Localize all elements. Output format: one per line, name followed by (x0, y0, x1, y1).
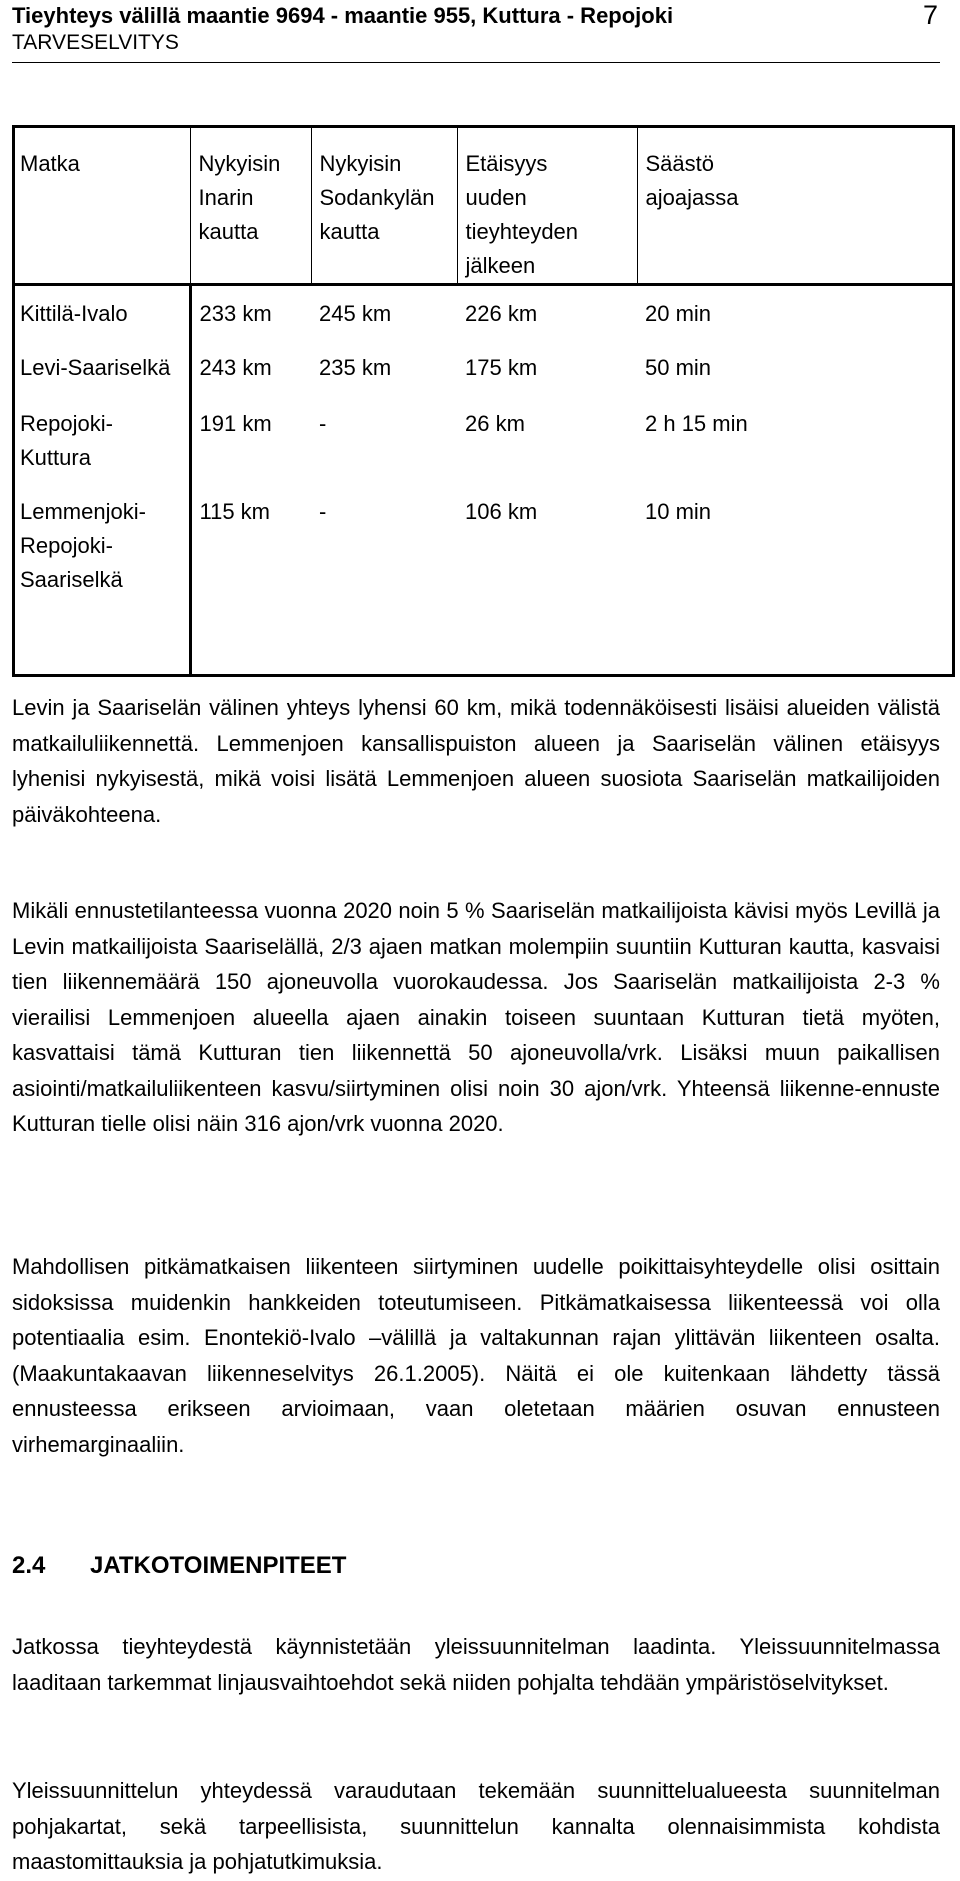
cell-line: Sodankylän (319, 185, 435, 210)
cell-line: Matka (20, 151, 80, 176)
cell-line: Repojoki- (20, 532, 113, 558)
table-row (12, 397, 955, 485)
section-number: 2.4 (12, 1552, 46, 1579)
cell-line: Levi-Saariselkä (20, 354, 171, 380)
table-row (12, 285, 955, 341)
cell-line: Kuttura (20, 444, 91, 470)
cell-line: Nykyisin (198, 151, 281, 176)
column-header (190, 125, 311, 285)
column-header (637, 125, 955, 285)
cell-line: tieyhteyden (465, 219, 579, 244)
section-title: JATKOTOIMENPITEET (90, 1552, 347, 1579)
new-distance-cell: 106 km (465, 498, 538, 524)
body-paragraph: Levin ja Saariselän välinen yhteys lyhensi 60 km, mikä todennäköisesti lisäisi alueiden välistä matkailuliikennettä. Lemmenjoen kansallispuiston alueen ja Saariselän välinen etäisyys lyhenisi nykyisestä, mikä voisi lisätä Lemmenjoen alueen suosiota Saariselän matkailijoiden päiväkohteena. (12, 695, 940, 827)
section-heading (12, 1552, 346, 1580)
cell-line: Repojoki- (20, 410, 113, 436)
cell-line: Lemmenjoki- (20, 498, 146, 524)
new-distance-cell: 26 km (465, 410, 525, 436)
new-distance-cell: 175 km (465, 354, 538, 380)
saving-cell: 50 min (645, 354, 712, 380)
column-header (457, 125, 637, 285)
cell-line: kautta (319, 219, 380, 244)
saving-cell: 10 min (645, 498, 712, 524)
route-cell (12, 285, 190, 341)
saving-cell: 2 h 15 min (645, 410, 748, 436)
distance-table (12, 125, 955, 677)
column-header (12, 125, 190, 285)
route-cell (12, 341, 190, 397)
cell-line: Inarin (198, 185, 254, 210)
cell-line: Saariselkä (20, 566, 123, 592)
cell-line: kautta (198, 219, 259, 244)
table-row (12, 341, 955, 397)
inari-cell: 115 km (199, 498, 271, 524)
body-paragraph: Mikäli ennustetilanteessa vuonna 2020 noin 5 % Saariselän matkailijoista kävisi myös Levillä ja Levin matkailijoista Saariselällä, 2/3 ajaen matkan molempiin suuntiin Kutturan kautta, kasvaisi tien liikennemäärä 150 ajoneuvolla vuorokaudessa. Jos Saariselän matkailijoista 2-3 % vierailisi Lemmenjoen alueella ajaen ainakin toiseen suuntaan Kutturan tietä myöten, kasvattaisi tämä Kutturan tien liikennettä 50 ajoneuvolla/vrk. Lisäksi muun paikallisen asiointi/matkailuliikenteen kasvu/siirtyminen olisi noin 30 ajon/vrk. Yhteensä liikenne-ennuste Kutturan tielle olisi näin 316 ajon/vrk vuonna 2020. (12, 898, 940, 1136)
document-title: Tieyhteys välillä maantie 9694 - maantie 955, Kuttura - Repojoki (12, 3, 674, 28)
body-paragraph: Yleissuunnittelun yhteydessä varaudutaan tekemään suunnittelualueesta suunnitelman pohjakartat, sekä tarpeellisista, suunnittelun kannalta olennaisimmista kohdista maastomittauksia ja pohjatutkimuksia. (12, 1778, 940, 1874)
saving-cell: 20 min (645, 301, 712, 326)
cell-line: uuden (465, 185, 527, 210)
cell-line: Kittilä-Ivalo (20, 301, 128, 326)
sodankyla-cell: - (319, 410, 327, 436)
page-header (12, 0, 940, 63)
inari-cell: 233 km (199, 301, 272, 326)
cell-line: Säästö (645, 151, 714, 176)
cell-line: Etäisyys (465, 151, 548, 176)
body-paragraph: Jatkossa tieyhteydestä käynnistetään yleissuunnitelman laadinta. Yleissuunnitelmassa laaditaan tarkemmat linjausvaihtoehdot sekä niiden pohjalta tehdään ympäristöselvitykset. (12, 1634, 940, 1695)
sodankyla-cell: - (319, 498, 327, 524)
body-paragraph: Mahdollisen pitkämatkaisen liikenteen siirtyminen uudelle poikittaisyhteydelle olisi osittain sidoksissa muidenkin hankkeiden toteutumiseen. Pitkämatkaisessa liikenteessä voi olla potentiaalia esim. Enontekiö-Ivalo –välillä ja valtakunnan rajan ylittävän liikenteen osalta. (Maakuntakaavan liikenneselvitys 26.1.2005). Näitä ei ole kuitenkaan lähdetty tässä ennusteessa erikseen arvioimaan, vaan oletetaan määrien osuvan ennusteen virhemarginaaliin. (12, 1254, 940, 1457)
route-cell (12, 397, 190, 485)
sodankyla-cell: 245 km (319, 301, 392, 326)
sodankyla-cell: 235 km (319, 354, 392, 380)
cell-line: Nykyisin (319, 151, 402, 176)
cell-line: ajoajassa (645, 185, 739, 210)
document-subtitle: TARVESELVITYS (12, 31, 179, 54)
new-distance-cell: 226 km (465, 301, 538, 326)
column-header (311, 125, 457, 285)
inari-cell: 191 km (199, 410, 272, 436)
page-number: 7 (922, 0, 938, 30)
table-header-row (12, 125, 955, 285)
inari-cell: 243 km (199, 354, 272, 380)
table-row (12, 485, 955, 678)
route-cell (12, 485, 190, 678)
cell-line: jälkeen (465, 253, 536, 278)
